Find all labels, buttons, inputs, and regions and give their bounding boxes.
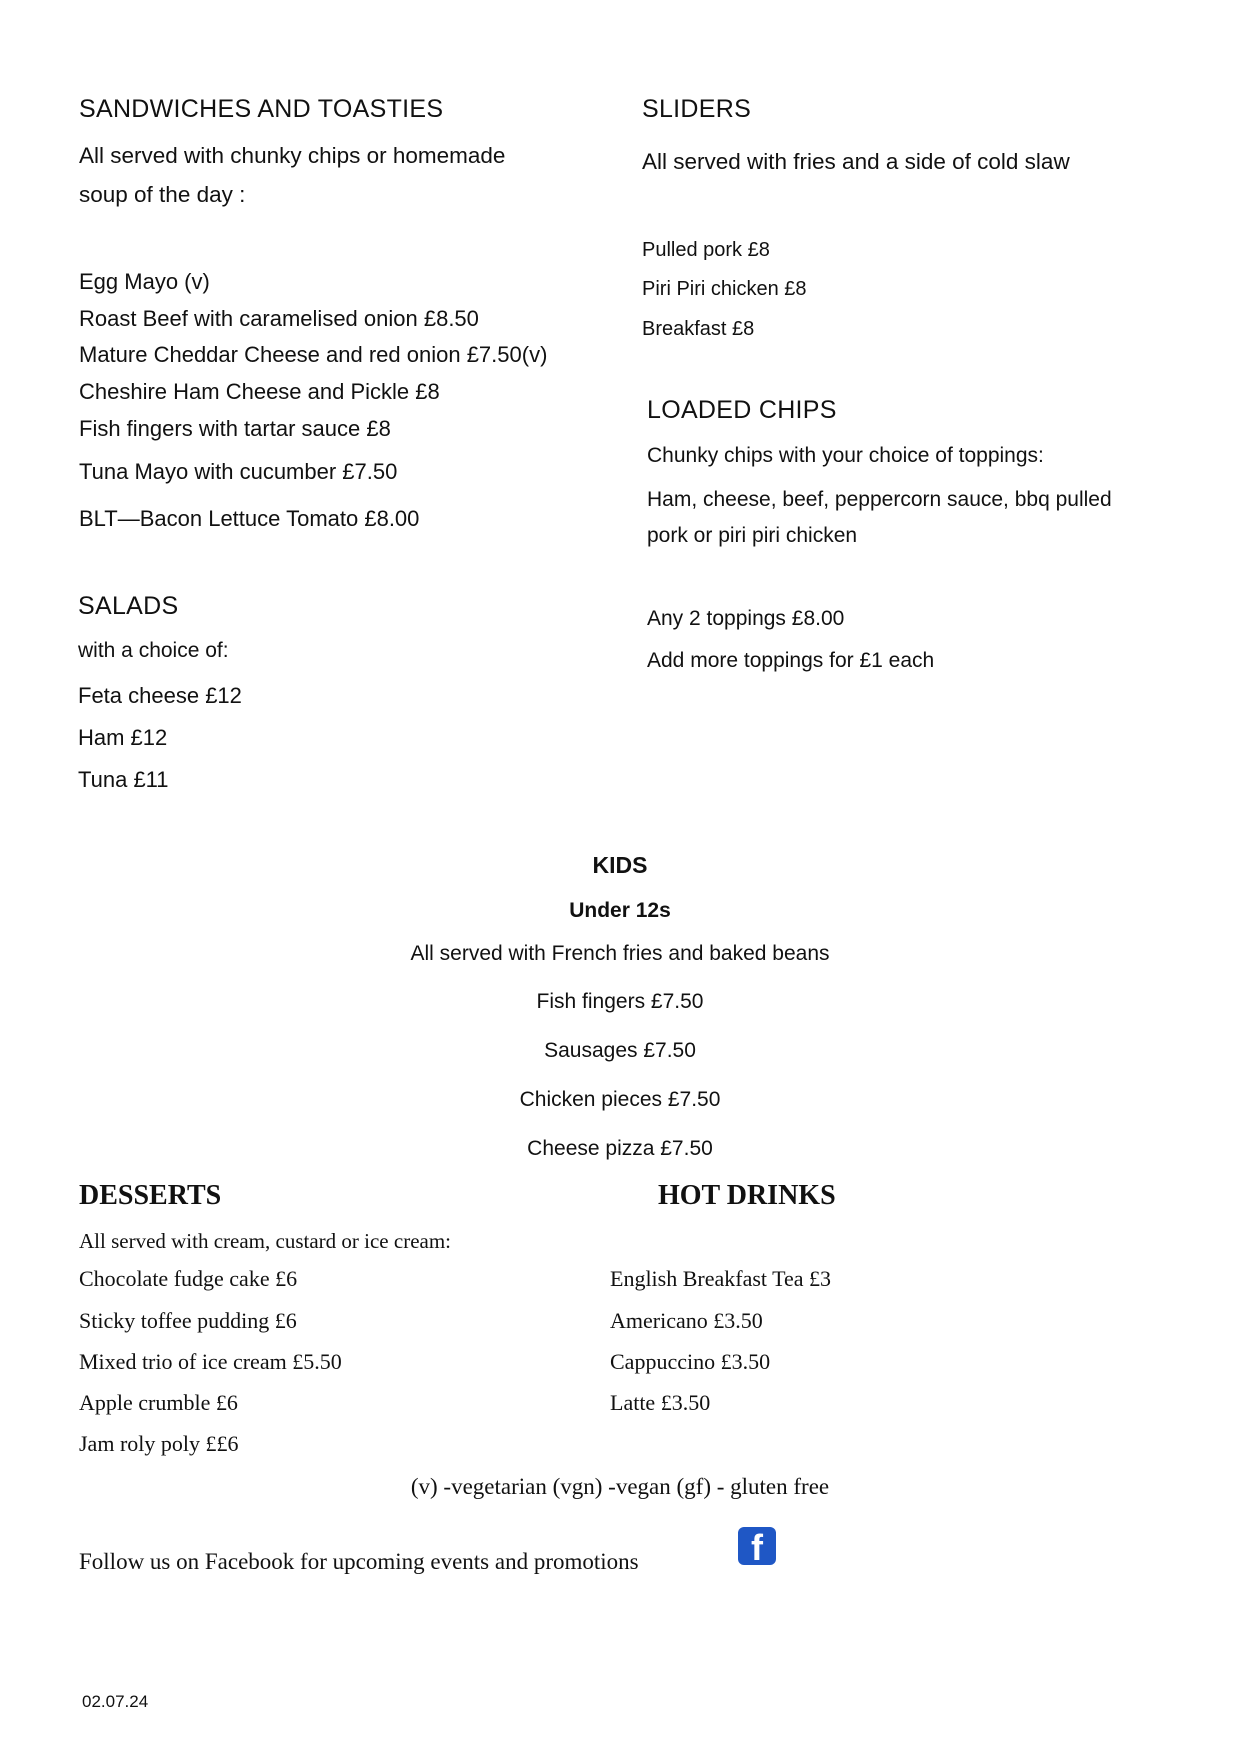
- sandwich-item: Tuna Mayo with cucumber £7.50: [79, 459, 398, 484]
- slider-item: Pulled pork £8: [642, 239, 770, 261]
- sandwich-item: Egg Mayo (v): [79, 269, 210, 294]
- dessert-item: Chocolate fudge cake £6: [79, 1266, 298, 1291]
- salad-item: Feta cheese £12: [78, 683, 242, 708]
- dessert-item: Mixed trio of ice cream £5.50: [79, 1349, 342, 1374]
- salads-title: SALADS: [78, 592, 179, 620]
- loaded-chips-toppings-line2: pork or piri piri chicken: [647, 524, 858, 547]
- sandwich-item: Fish fingers with tartar sauce £8: [79, 416, 391, 441]
- sandwiches-intro-line2: soup of the day :: [79, 182, 246, 207]
- loaded-chips-toppings-line1: Ham, cheese, beef, peppercorn sauce, bbq pulled: [647, 488, 1112, 511]
- sliders-intro: All served with fries and a side of cold slaw: [642, 149, 1070, 174]
- salad-item: Tuna £11: [78, 767, 169, 792]
- sandwiches-title: SANDWICHES AND TOASTIES: [79, 95, 444, 123]
- loaded-chips-intro: Chunky chips with your choice of toppings:: [647, 444, 1044, 467]
- kids-item: Chicken pieces £7.50: [519, 1088, 721, 1111]
- dessert-item: Apple crumble £6: [79, 1390, 238, 1415]
- kids-item: Cheese pizza £7.50: [527, 1137, 713, 1160]
- sandwich-item: Mature Cheddar Cheese and red onion £7.50(v): [79, 342, 548, 367]
- hot-drink-item: Latte £3.50: [610, 1390, 711, 1415]
- menu-date: 02.07.24: [82, 1692, 149, 1711]
- loaded-chips-title: LOADED CHIPS: [647, 396, 837, 424]
- facebook-letter: f: [751, 1527, 763, 1568]
- kids-title: KIDS: [592, 852, 648, 878]
- dietary-key: (v) -vegetarian (vgn) -vegan (gf) - gluten free: [410, 1474, 830, 1499]
- salads-intro: with a choice of:: [78, 639, 229, 662]
- kids-item: Fish fingers £7.50: [536, 990, 704, 1013]
- kids-item: Sausages £7.50: [544, 1039, 696, 1062]
- loaded-chips-extra: Add more toppings for £1 each: [647, 649, 935, 672]
- sandwich-item: BLT—Bacon Lettuce Tomato £8.00: [79, 506, 420, 531]
- salad-item: Ham £12: [78, 725, 168, 750]
- facebook-follow-text: Follow us on Facebook for upcoming events and promotions: [79, 1549, 639, 1574]
- hot-drink-item: Americano £3.50: [610, 1308, 763, 1333]
- dessert-item: Sticky toffee pudding £6: [79, 1308, 297, 1333]
- desserts-intro: All served with cream, custard or ice cream:: [79, 1229, 452, 1253]
- kids-subtitle: Under 12s: [569, 899, 671, 922]
- sliders-title: SLIDERS: [642, 95, 752, 123]
- dessert-item: Jam roly poly ££6: [79, 1431, 239, 1456]
- sandwich-item: Roast Beef with caramelised onion £8.50: [79, 306, 479, 331]
- facebook-icon[interactable]: [738, 1527, 776, 1568]
- slider-item: Piri Piri chicken £8: [642, 278, 807, 300]
- sandwiches-intro-line1: All served with chunky chips or homemade: [79, 143, 506, 168]
- hot-drink-item: English Breakfast Tea £3: [610, 1266, 832, 1291]
- desserts-title: DESSERTS: [79, 1180, 222, 1211]
- kids-intro: All served with French fries and baked beans: [410, 942, 830, 965]
- hot-drinks-title: HOT DRINKS: [658, 1180, 836, 1211]
- slider-item: Breakfast £8: [642, 318, 755, 340]
- loaded-chips-price: Any 2 toppings £8.00: [647, 607, 845, 630]
- sandwich-item: Cheshire Ham Cheese and Pickle £8: [79, 379, 440, 404]
- hot-drink-item: Cappuccino £3.50: [610, 1349, 771, 1374]
